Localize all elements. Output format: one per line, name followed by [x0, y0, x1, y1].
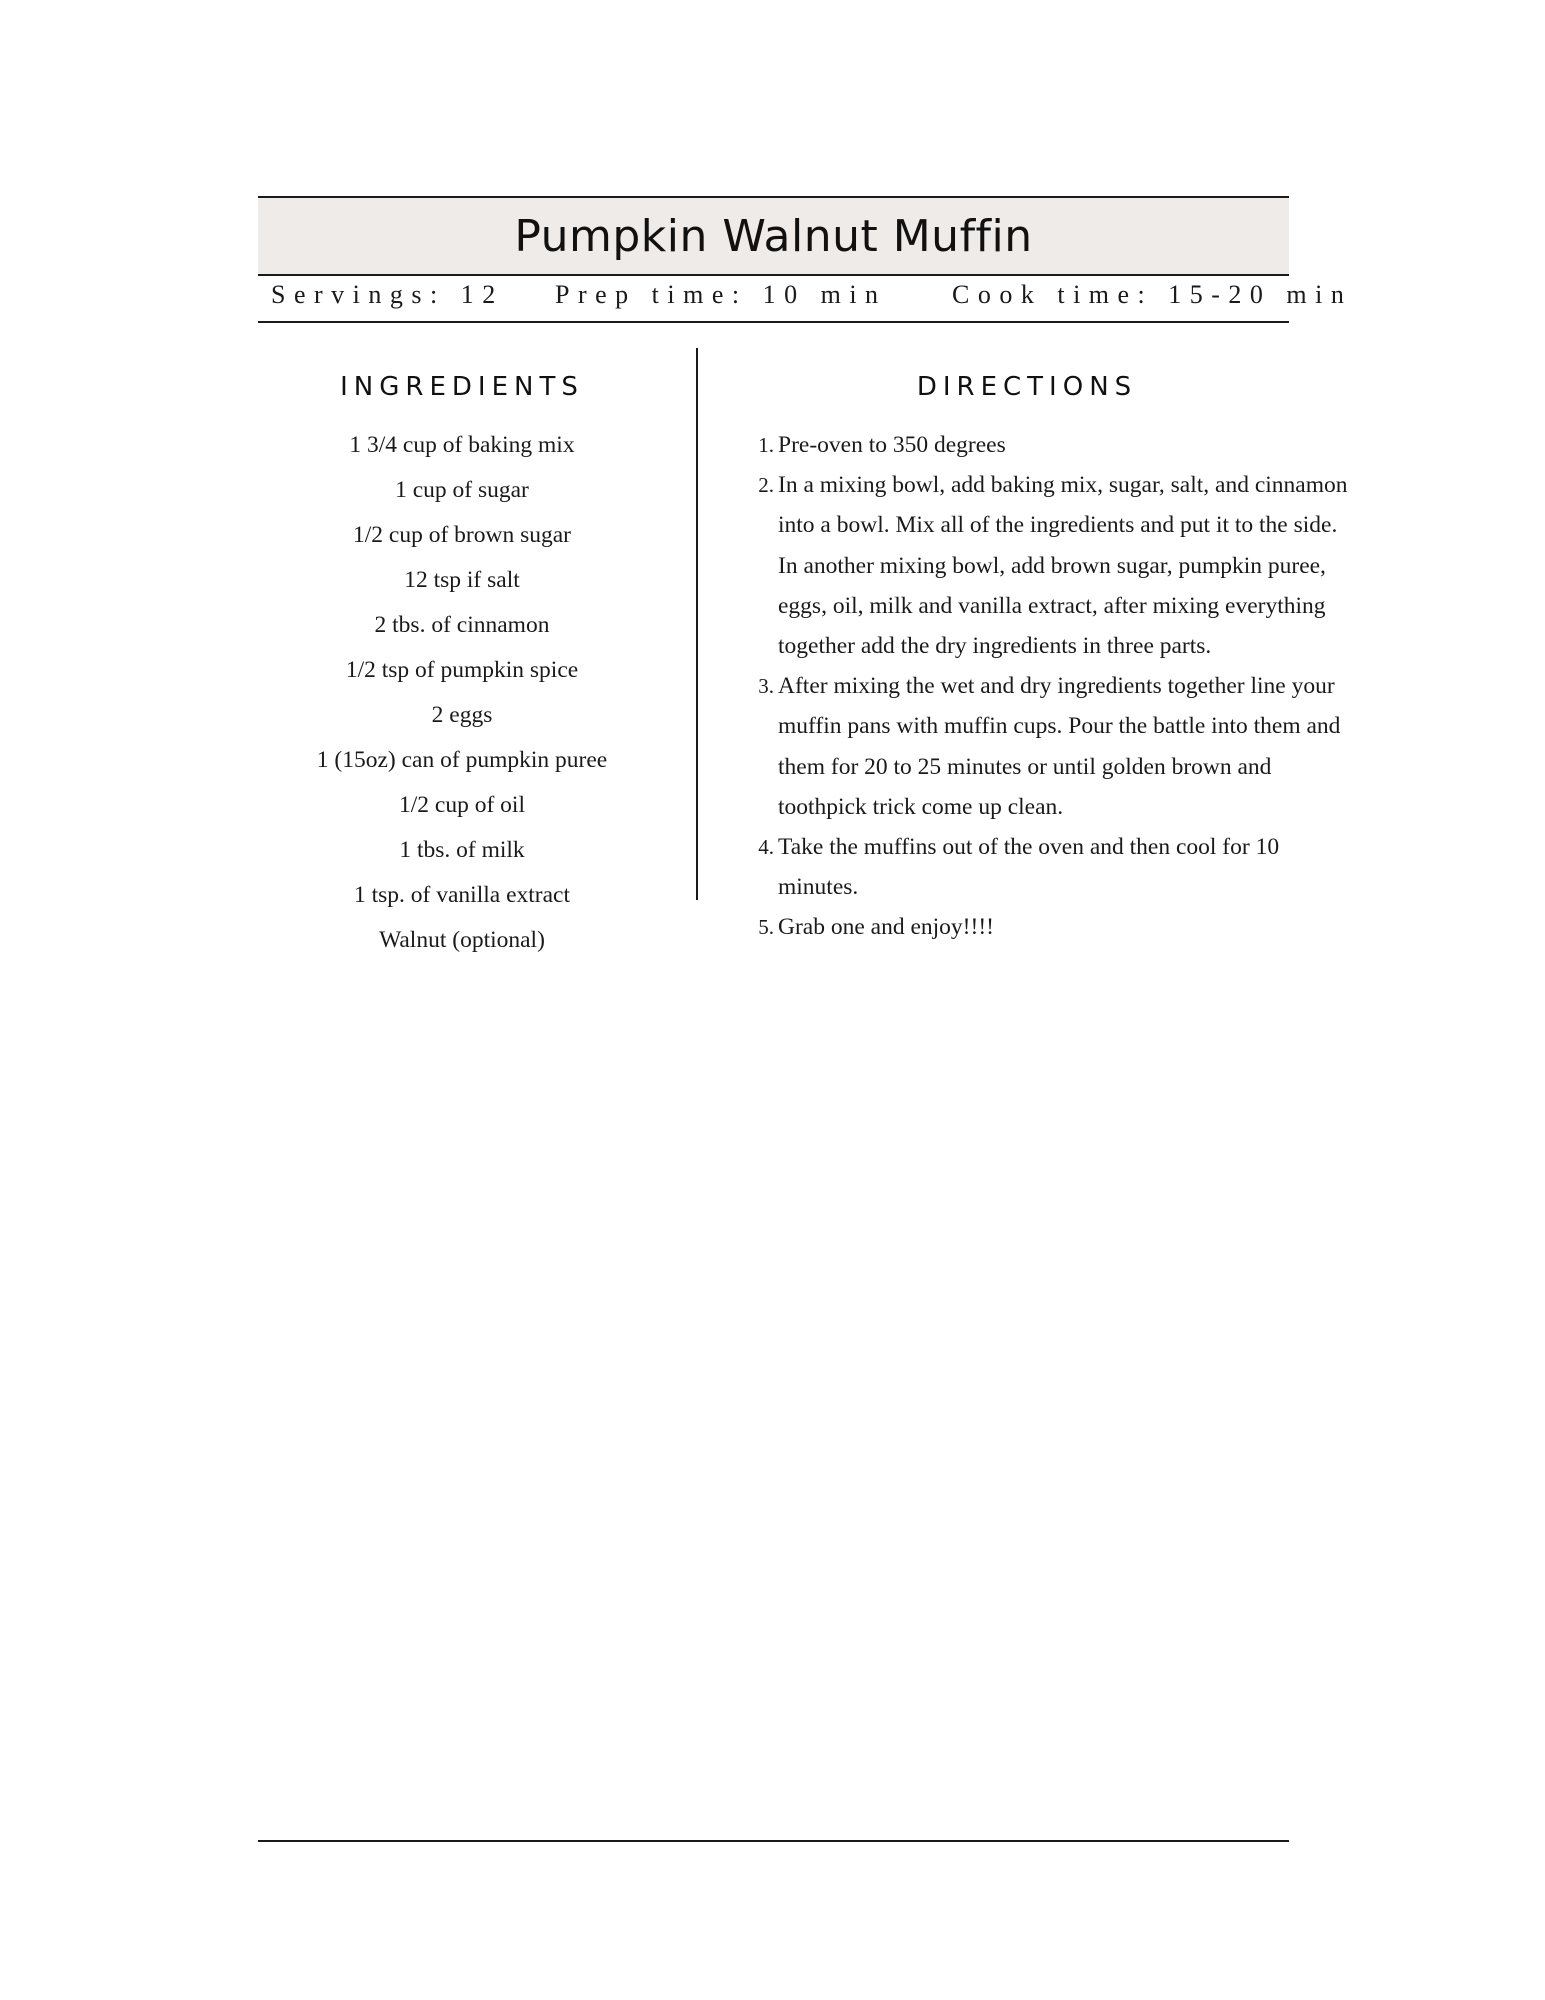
ingredient-item: 1 cup of sugar [395, 477, 529, 503]
direction-step [754, 465, 1356, 666]
direction-step [754, 666, 1356, 827]
step-text: After mixing the wet and dry ingredients together line your muffin pans with muffin cups. Pour the battle into them and them for 20 to 25 minutes or until golden brown and toothpick trick come up clean. [778, 673, 1341, 820]
ingredient-item: 1/2 tsp of pumpkin spice [345, 657, 579, 683]
ingredient-item: 2 tbs. of cinnamon [374, 612, 550, 638]
ingredient-item: 12 tsp if salt [404, 567, 520, 593]
step-text: In a mixing bowl, add baking mix, sugar, salt, and cinnamon into a bowl. Mix all of the ingredients and put it to the side. In another mixing bowl, add brown sugar, pumpkin puree, eggs, oil, milk and vanilla extract, after mixing everything together add the dry ingredients in three parts. [778, 472, 1348, 660]
ingredient-item: 1/2 cup of oil [399, 792, 525, 818]
ingredient-item: 1 tbs. of milk [399, 837, 525, 863]
servings: Servings: 12 [271, 280, 504, 309]
directions-heading: DIRECTIONS [916, 372, 1138, 402]
footer-rule [258, 1840, 1289, 1842]
direction-step [754, 425, 1356, 465]
direction-step [754, 907, 1356, 947]
title-band [258, 198, 1289, 274]
column-divider [696, 348, 698, 900]
ingredient-item: 1 tsp. of vanilla extract [354, 882, 570, 908]
cook-time: Cook time: 15-20 min [952, 280, 1353, 309]
step-text: Pre-oven to 350 degrees [778, 432, 1006, 458]
ingredient-item: 2 eggs [431, 702, 493, 728]
step-text: Grab one and enjoy!!!! [778, 914, 994, 941]
step-number: 4. [758, 835, 774, 860]
directions-list [754, 425, 1356, 948]
direction-step [754, 827, 1356, 907]
step-number: 5. [758, 915, 774, 940]
ingredient-item: 1 3/4 cup of baking mix [349, 432, 575, 458]
step-text: Take the muffins out of the oven and then cool for 10 minutes. [778, 834, 1280, 901]
step-number: 2. [758, 473, 774, 498]
ingredients-heading: INGREDIENTS [340, 372, 584, 402]
step-number: 1. [758, 433, 774, 457]
prep-time: Prep time: 10 min [555, 280, 887, 309]
step-number: 3. [758, 674, 774, 699]
meta-bottom-rule [258, 321, 1289, 323]
ingredients-list [270, 423, 654, 963]
ingredient-item: 1/2 cup of brown sugar [353, 522, 571, 548]
ingredient-item: 1 (15oz) can of pumpkin puree [316, 747, 608, 773]
ingredient-item: Walnut (optional) [379, 927, 545, 953]
recipe-title: Pumpkin Walnut Muffin [514, 210, 1033, 262]
title-bottom-rule [258, 274, 1289, 276]
